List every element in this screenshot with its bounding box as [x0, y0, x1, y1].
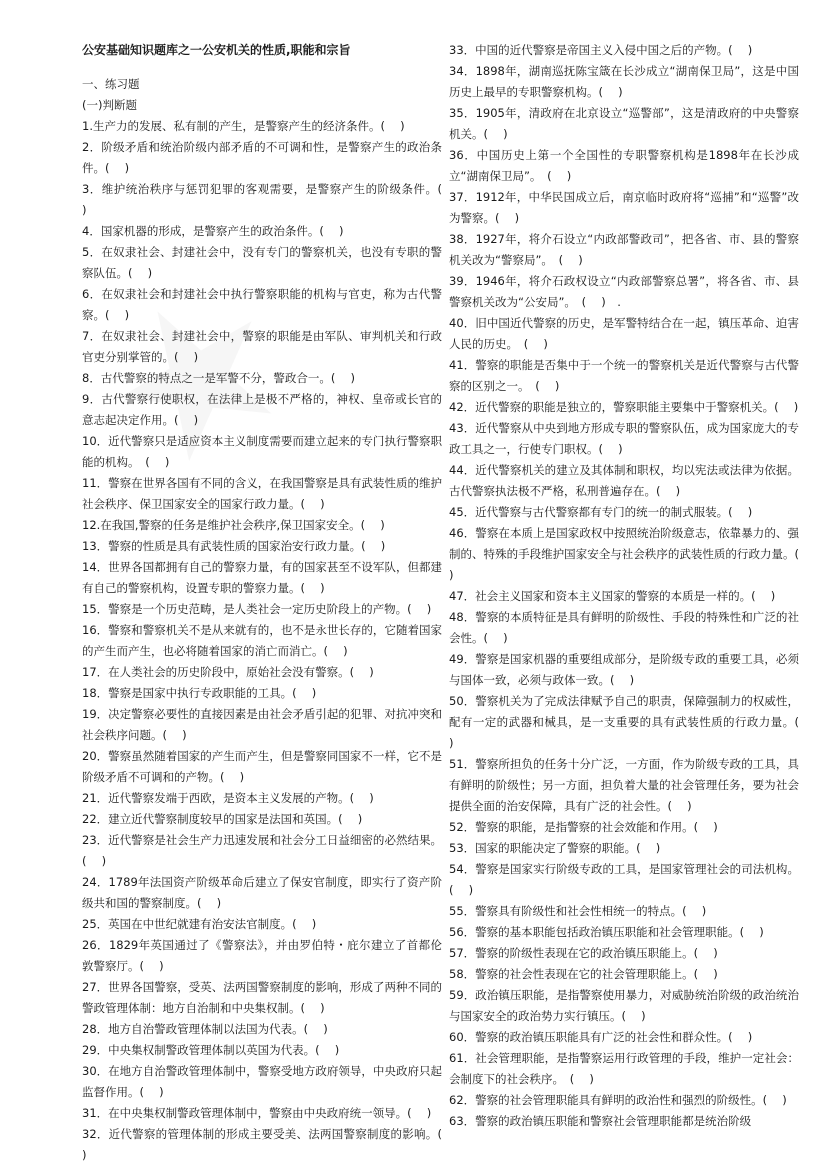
question-item: 38．1927年，将介石设立“内政部警政司”，把各省、市、县的警察机关改为“警察局”。 ( ): [449, 232, 799, 267]
question-item: 19．决定警察必要性的直接因素是由社会矛盾引起的犯罪、对抗冲突和社会秩序问题。( ): [82, 707, 442, 742]
question-item: 10．近代警察只是适应资本主义制度需要而建立起来的专门执行警察职能的机构。 ( ): [82, 434, 442, 469]
question-item: 63．警察的政治镇压职能和警察社会管理职能都是统治阶级: [449, 1114, 752, 1128]
question-item: 21．近代警察发端于西欧，是资本主义发展的产物。( ): [82, 791, 374, 805]
question-item: 30．在地方自治警政管理体制中，警察受地方政府领导，中央政府只起监督作用。( ): [82, 1064, 442, 1099]
question-item: 31．在中央集权制警政管理体制中，警察由中央政府统一领导。( ): [82, 1106, 432, 1120]
question-item: 35．1905年，清政府在北京设立“巡警部”，这是清政府的中央警察机关。( ): [449, 106, 799, 141]
right-column: [449, 40, 815, 1132]
question-item: 24．1789年法国资产阶级革命后建立了保安官制度，即实行了资产阶级共和国的警察制度。( ): [82, 875, 442, 910]
question-item: 60．警察的政治镇压职能具有广泛的社会性和群众性。( ): [449, 1030, 753, 1044]
question-item: 17．在人类社会的历史阶段中，原始社会没有警察。( ): [82, 665, 374, 679]
question-item: 43．近代警察从中央到地方形成专职的警察队伍，成为国家庞大的专政工具之一，行使专门职权。( ): [449, 421, 799, 456]
question-item: 41．警察的职能是否集中于一个统一的警察机关是近代警察与古代警察的区别之一。 ( ): [449, 358, 799, 393]
question-item: 48．警察的本质特征是具有鲜明的阶级性、手段的特殊性和广泛的社会性。( ): [449, 610, 799, 645]
question-item: 61．社会管理职能，是指警察运用行政管理的手段，维护一定社会：会制度下的社会秩序。 ( ): [449, 1051, 799, 1086]
question-item: 40．旧中国近代警察的历史，是军警特结合在一起，镇压革命、迫害人民的历史。 ( ): [449, 316, 799, 351]
question-item: 25．英国在中世纪就建有治安法官制度。( ): [82, 917, 317, 931]
document-title: 公安基础知识题库之一公安机关的性质,职能和宗旨: [82, 43, 351, 57]
question-item: 11．警察在世界各国有不同的含义，在我国警察是具有武装性质的维护社会秩序、保卫国家安全的国家行政力量。( ): [82, 476, 442, 511]
question-item: 7．在奴隶社会、封建社会中，警察的职能是由军队、审判机关和行政官吏分别掌管的。( ): [82, 329, 442, 364]
question-item: 9．古代警察行使职权，在法律上是极不严格的，神权、皇帝或长官的意志起决定作用。( ): [82, 392, 442, 427]
question-item: 34．1898年，湖南巡抚陈宝箴在长沙成立“湖南保卫局”，这是中国历史上最早的专职警察机构。( ): [449, 64, 799, 99]
question-item: 44．近代警察机关的建立及其体制和职权，均以宪法或法律为依据。古代警察执法极不严格，私刑普遍存在。( ): [449, 463, 799, 498]
section-heading: 一、练习题: [82, 77, 140, 91]
question-item: 1.生产力的发展、私有制的产生，是警察产生的经济条件。( ): [82, 119, 405, 133]
question-item: 32．近代警察的管理体制的形成主要受美、法两国警察制度的影响。( ): [82, 1127, 458, 1162]
question-item: 3．维护统治秩序与惩罚犯罪的客观需要，是警察产生的阶级条件。( ): [82, 182, 458, 217]
question-item: 37．1912年，中华民国成立后，南京临时政府将“巡捕”和“巡警”改为警察。( ): [449, 190, 799, 225]
question-item: 42．近代警察的职能是独立的，警察职能主要集中于警察机关。( ): [449, 400, 799, 414]
question-item: 39．1946年，将介石政权设立“内政部警察总署”，将各省、市、县警察机关改为“公安局”。 ( ) .: [449, 274, 799, 309]
question-item: 12.在我国,警察的任务是维护社会秩序,保卫国家安全。( ): [82, 518, 385, 532]
question-item: 14．世界各国都拥有自己的警察力量，有的国家甚至不设军队，但都建有自己的警察机构，设置专职的警察力量。( ): [82, 560, 442, 595]
question-item: 2．阶级矛盾和统治阶级内部矛盾的不可调和性，是警察产生的政治条件。( ): [82, 140, 442, 175]
question-item: 6．在奴隶社会和封建社会中执行警察职能的机构与官吏，称为古代警察。( ): [82, 287, 442, 322]
subsection-heading: (一)判断题: [82, 98, 137, 112]
question-item: 62．警察的社会管理职能具有鲜明的政治性和强烈的阶级性。( ): [449, 1093, 787, 1107]
question-item: 20．警察虽然随着国家的产生而产生，但是警察同国家不一样，它不是阶级矛盾不可调和的产物。( ): [82, 749, 442, 784]
question-item: 4．国家机器的形成，是警察产生的政治条件。( ): [82, 224, 344, 238]
question-item: 45．近代警察与古代警察都有专门的统一的制式服装。( ): [449, 505, 753, 519]
question-item: 15．警察是一个历史范畴，是人类社会一定历史阶段上的产物。( ): [82, 602, 432, 616]
question-item: 52．警察的职能，是指警察的社会效能和作用。( ): [449, 820, 718, 834]
question-item: 56．警察的基本职能包括政治镇压职能和社会管理职能。( ): [449, 925, 764, 939]
question-item: 55．警察具有阶级性和社会性相统一的特点。( ): [449, 904, 707, 918]
question-item: 16．警察和警察机关不是从来就有的，也不是永世长存的，它随着国家的产生而产生，也必将随着国家的消亡而消亡。( ): [82, 623, 442, 658]
question-item: 18．警察是国家中执行专政职能的工具。( ): [82, 686, 317, 700]
question-item: 5．在奴隶社会、封建社会中，没有专门的警察机关，也没有专职的警察队伍。( ): [82, 245, 442, 280]
question-item: 51．警察所担负的任务十分广泛，一方面，作为阶级专政的工具，具有鲜明的阶级性；另一方面，担负着大量的社会管理任务，要为社会提供全面的治安保障，具有广泛的社会性。( ): [449, 757, 799, 813]
question-item: 46．警察在本质上是国家政权中按照统治阶级意志，依靠暴力的、强制的、特殊的手段维护国家安全与社会秩序的武装性质的行政力量。( ): [449, 526, 815, 582]
question-item: 57．警察的阶级性表现在它的政治镇压职能上。( ): [449, 946, 718, 960]
question-item: 36．中国历史上第一个全国性的专职警察机构是1898年在长沙成立“湖南保卫局”。 ( ): [449, 148, 799, 183]
question-item: 47．社会主义国家和资本主义国家的警察的本质是一样的。( ): [449, 589, 776, 603]
question-item: 59．政治镇压职能，是指警察使用暴力，对威胁统治阶级的政治统治与国家安全的政治势力实行镇压。( ): [449, 988, 799, 1023]
question-item: 29．中央集权制警政管理体制以英国为代表。( ): [82, 1043, 340, 1057]
question-item: 54．警察是国家实行阶级专政的工具，是国家管理社会的司法机构。( ): [449, 862, 799, 897]
question-item: 8．古代警察的特点之一是军警不分，警政合一。( ): [82, 371, 355, 385]
question-item: 22．建立近代警察制度较早的国家是法国和英国。( ): [82, 812, 363, 826]
question-item: 26．1829年英国通过了《警察法》，并由罗伯特・庇尔建立了首都伦敦警察厅。( ): [82, 938, 442, 973]
question-item: 53．国家的职能决定了警察的职能。( ): [449, 841, 661, 855]
left-column: [82, 40, 458, 1166]
question-item: 13．警察的性质是具有武装性质的国家治安行政力量。( ): [82, 539, 386, 553]
question-item: 23．近代警察是社会生产力迅速发展和社会分工日益细密的必然结果。( ): [82, 833, 442, 868]
question-item: 33．中国的近代警察是帝国主义入侵中国之后的产物。( ): [449, 43, 753, 57]
question-list-left: [82, 116, 458, 1166]
question-item: 28．地方自治警政管理体制以法国为代表。( ): [82, 1022, 328, 1036]
question-item: 27．世界各国警察，受英、法两国警察制度的影响，形成了两种不同的警政管理体制：地方自治制和中央集权制。( ): [82, 980, 442, 1015]
question-item: 58．警察的社会性表现在它的社会管理职能上。( ): [449, 967, 718, 981]
question-list-right: [449, 40, 815, 1132]
question-item: 50．警察机关为了完成法律赋予自己的职责，保障强制力的权威性，配有一定的武器和械具，是一支重要的具有武装性质的行政力量。( ): [449, 694, 815, 750]
question-item: 49．警察是国家机器的重要组成部分，是阶级专政的重要工具，必须与国体一致，必须与政体一致。( ): [449, 652, 799, 687]
